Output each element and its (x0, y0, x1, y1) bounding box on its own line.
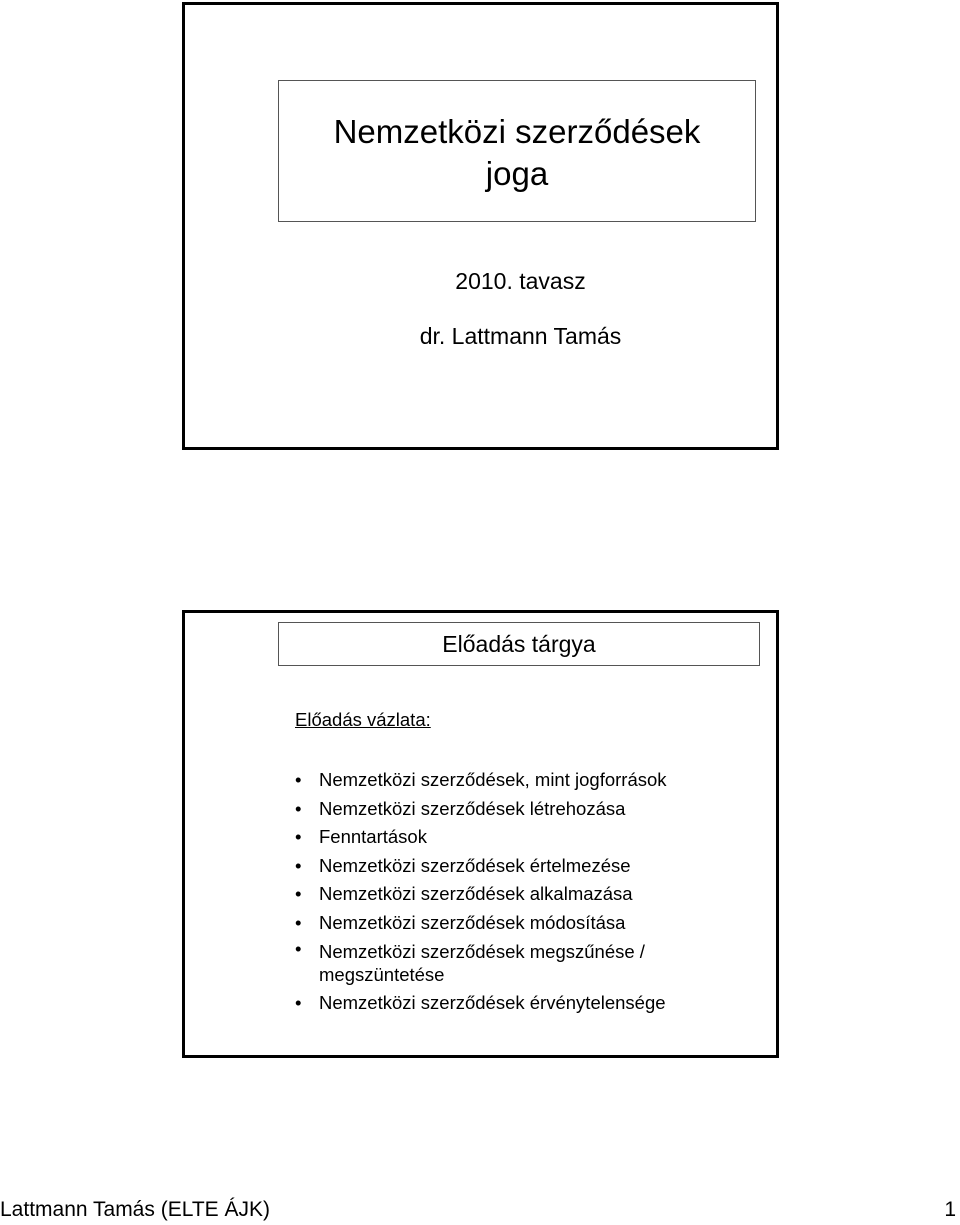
outline-item: • Fenntartások (295, 823, 765, 852)
outline-item: • Nemzetközi szerződések létrehozása (295, 795, 765, 824)
slide-1-title-box (278, 80, 756, 222)
footer-author: Lattmann Tamás (ELTE ÁJK) (0, 1198, 270, 1221)
outline-item: • Nemzetközi szerződések megszűnése / megszüntetése (295, 937, 765, 989)
slide-2-title-box (278, 622, 760, 666)
outline-item: • Nemzetközi szerződések érvénytelensége (295, 989, 765, 1018)
slide-1-title-line-1: Nemzetközi szerződések (333, 113, 701, 150)
outline-item: • Nemzetközi szerződések értelmezése (295, 852, 765, 881)
outline-item: • Nemzetközi szerződések módosítása (295, 909, 765, 938)
outline-item: • Nemzetközi szerződések alkalmazása (295, 880, 765, 909)
outline-item: • Nemzetközi szerződések, mint jogforrások (295, 766, 765, 795)
page-number: 1 (944, 1198, 956, 1221)
slide-1 (182, 2, 779, 450)
outline-heading: Előadás vázlata: (295, 709, 431, 730)
slide-2-title: Előadás tárgya (442, 631, 596, 657)
slide-1-title-line-2: joga (485, 155, 549, 192)
slide-2 (182, 610, 779, 1058)
slide-1-date: 2010. tavasz (455, 268, 586, 294)
slide-1-author: dr. Lattmann Tamás (419, 323, 622, 349)
outline-list (295, 766, 765, 1018)
